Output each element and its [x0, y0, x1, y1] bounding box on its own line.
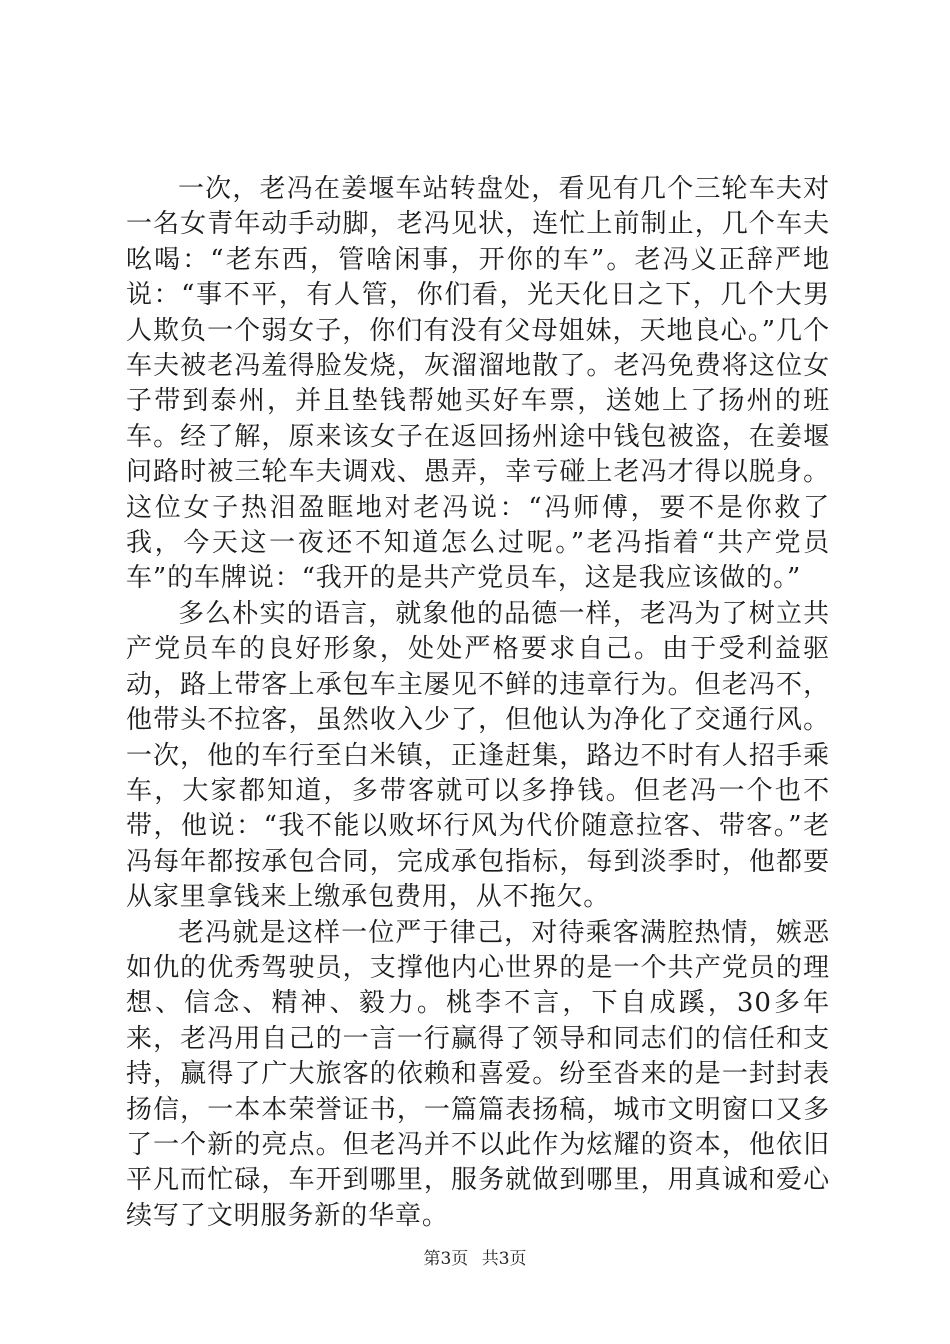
- page-total: 共3页: [481, 1249, 527, 1269]
- page-number: 第3页: [423, 1249, 469, 1269]
- paragraph-2: 多么朴实的语言，就象他的品德一样，老冯为了树立共产党员车的良好形象，处处严格要求自己。由于受利益驱动，路上带客上承包车主屡见不鲜的违章行为。但老冯不，他带头不拉客，虽然收入少了，但他认为净化了交通行风。一次，他的车行至白米镇，正逢赶集，路边不时有人招手乘车，大家都知道，多带客就可以多挣钱。但老冯一个也不带，他说：“我不能以败坏行风为代价随意拉客、带客。”老冯每年都按承包合同，完成承包指标，每到淡季时，他都要从家里拿钱来上缴承包费用，从不拖欠。: [126, 598, 830, 913]
- paragraph-1: 一次，老冯在姜堰车站转盘处，看见有几个三轮车夫对一名女青年动手动脚，老冯见状，连忙上前制止，几个车夫吆喝：“老东西，管啥闲事，开你的车”。老冯义正辞严地说：“事不平，有人管，你们看，光天化日之下，几个大男人欺负一个弱女子，你们有没有父母姐妹，天地良心。”几个车夫被老冯羞得脸发烧，灰溜溜地散了。老冯免费将这位女子带到泰州，并且垫钱帮她买好车票，送她上了扬州的班车。经了解，原来该女子在返回扬州途中钱包被盗，在姜堰问路时被三轮车夫调戏、愚弄，幸亏碰上老冯才得以脱身。这位女子热泪盈眶地对老冯说：“冯师傅，要不是你救了我，今天这一夜还不知道怎么过呢。”老冯指着“共产党员车”的车牌说：“我开的是共产党员车，这是我应该做的。”: [126, 174, 830, 594]
- paragraph-3: 老冯就是这样一位严于律己，对待乘客满腔热情，嫉恶如仇的优秀驾驶员，支撑他内心世界的是一个共产党员的理想、信念、精神、毅力。桃李不言，下自成蹊，30多年来，老冯用自己的一言一行赢得了领导和同志们的信任和支持，赢得了广大旅客的依赖和喜爱。纷至沓来的是一封封表扬信，一本本荣誉证书，一篇篇表扬稿，城市文明窗口又多了一个新的亮点。但老冯并不以此作为炫耀的资本，他依旧平凡而忙碌，车开到哪里，服务就做到哪里，用真诚和爱心续写了文明服务新的华章。: [126, 917, 830, 1231]
- page-footer: [0, 1244, 950, 1269]
- document-body: [126, 172, 830, 1234]
